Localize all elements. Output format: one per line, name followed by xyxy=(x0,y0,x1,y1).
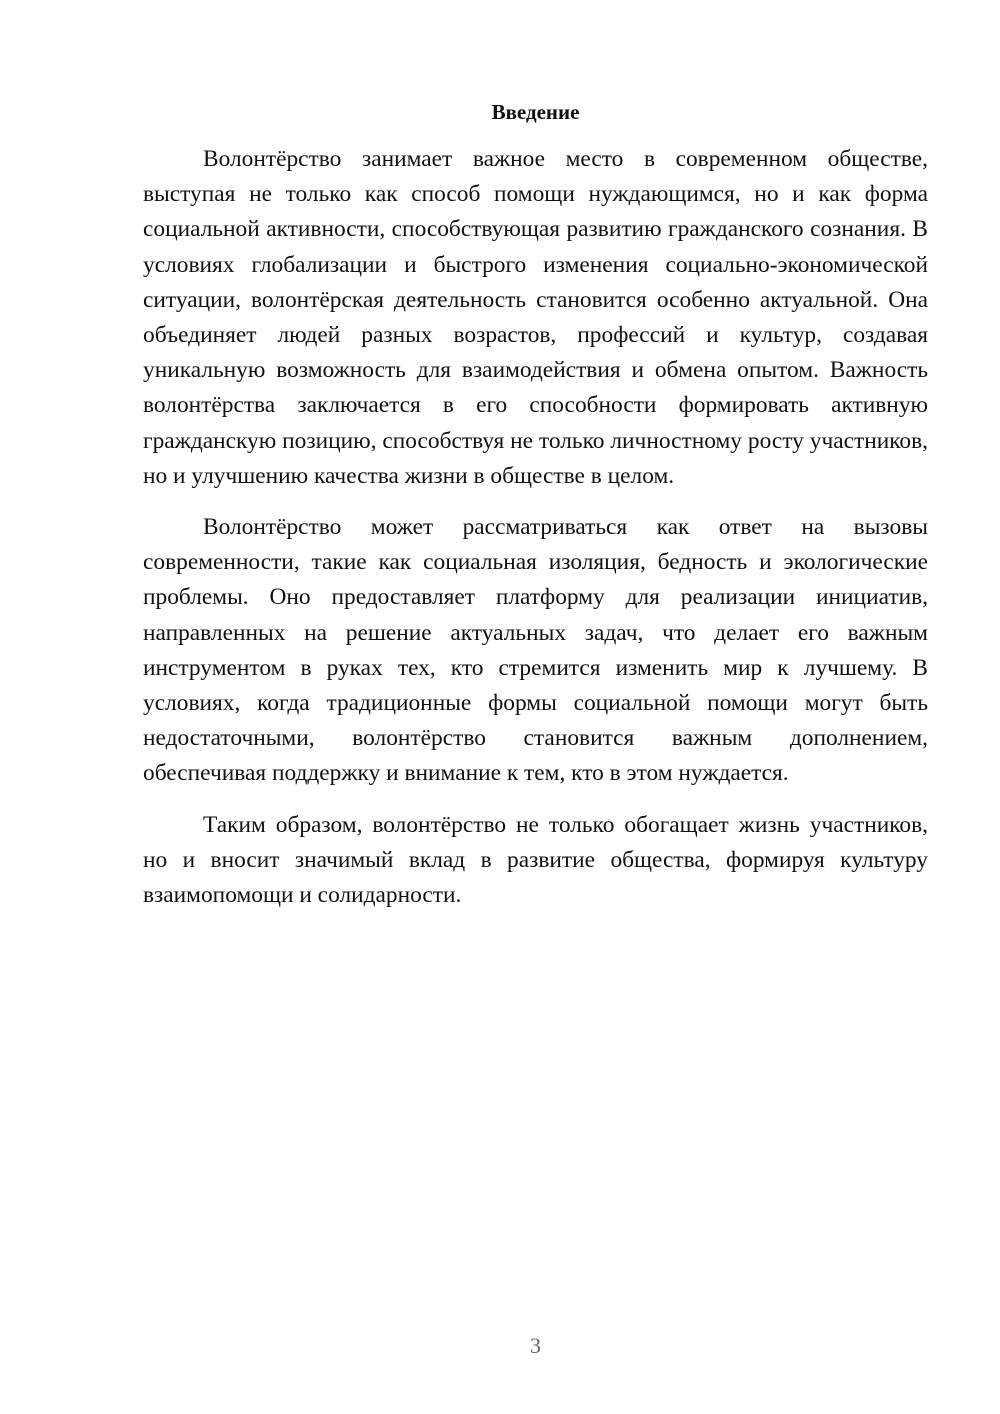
body-text xyxy=(143,142,928,929)
section-heading: Введение xyxy=(491,100,580,124)
page-number: 3 xyxy=(530,1333,541,1358)
paragraph-1: Волонтёрство занимает важное место в современном обществе, выступая не только как способ помощи нуждающимся, но и как форма социальной активности, способствующая развитию гражданского сознания. В условиях глобализации и быстрого изменения социально-экономической ситуации, волонтёрская деятельность становится особенно актуальной. Она объединяет людей разных возрастов, профессий и культур, создавая уникальную возможность для взаимодействия и обмена опытом. Важность волонтёрства заключается в его способности формировать активную гражданскую позицию, способствуя не только личностному росту участников, но и улучшению качества жизни в обществе в целом. xyxy=(143,146,928,489)
paragraph-3: Таким образом, волонтёрство не только обогащает жизнь участников, но и вносит значимый вклад в развитие общества, формируя культуру взаимопомощи и солидарности. xyxy=(143,811,928,909)
paragraph-2: Волонтёрство может рассматриваться как ответ на вызовы современности, такие как социальная изоляция, бедность и экологические проблемы. Оно предоставляет платформу для реализации инициатив, направленных на решение актуальных задач, что делает его важным инструментом в руках тех, кто стремится изменить мир к лучшему. В условиях, когда традиционные формы социальной помощи могут быть недостаточными, волонтёрство становится важным дополнением, обеспечивая поддержку и внимание к тем, кто в этом нуждается. xyxy=(143,514,928,787)
